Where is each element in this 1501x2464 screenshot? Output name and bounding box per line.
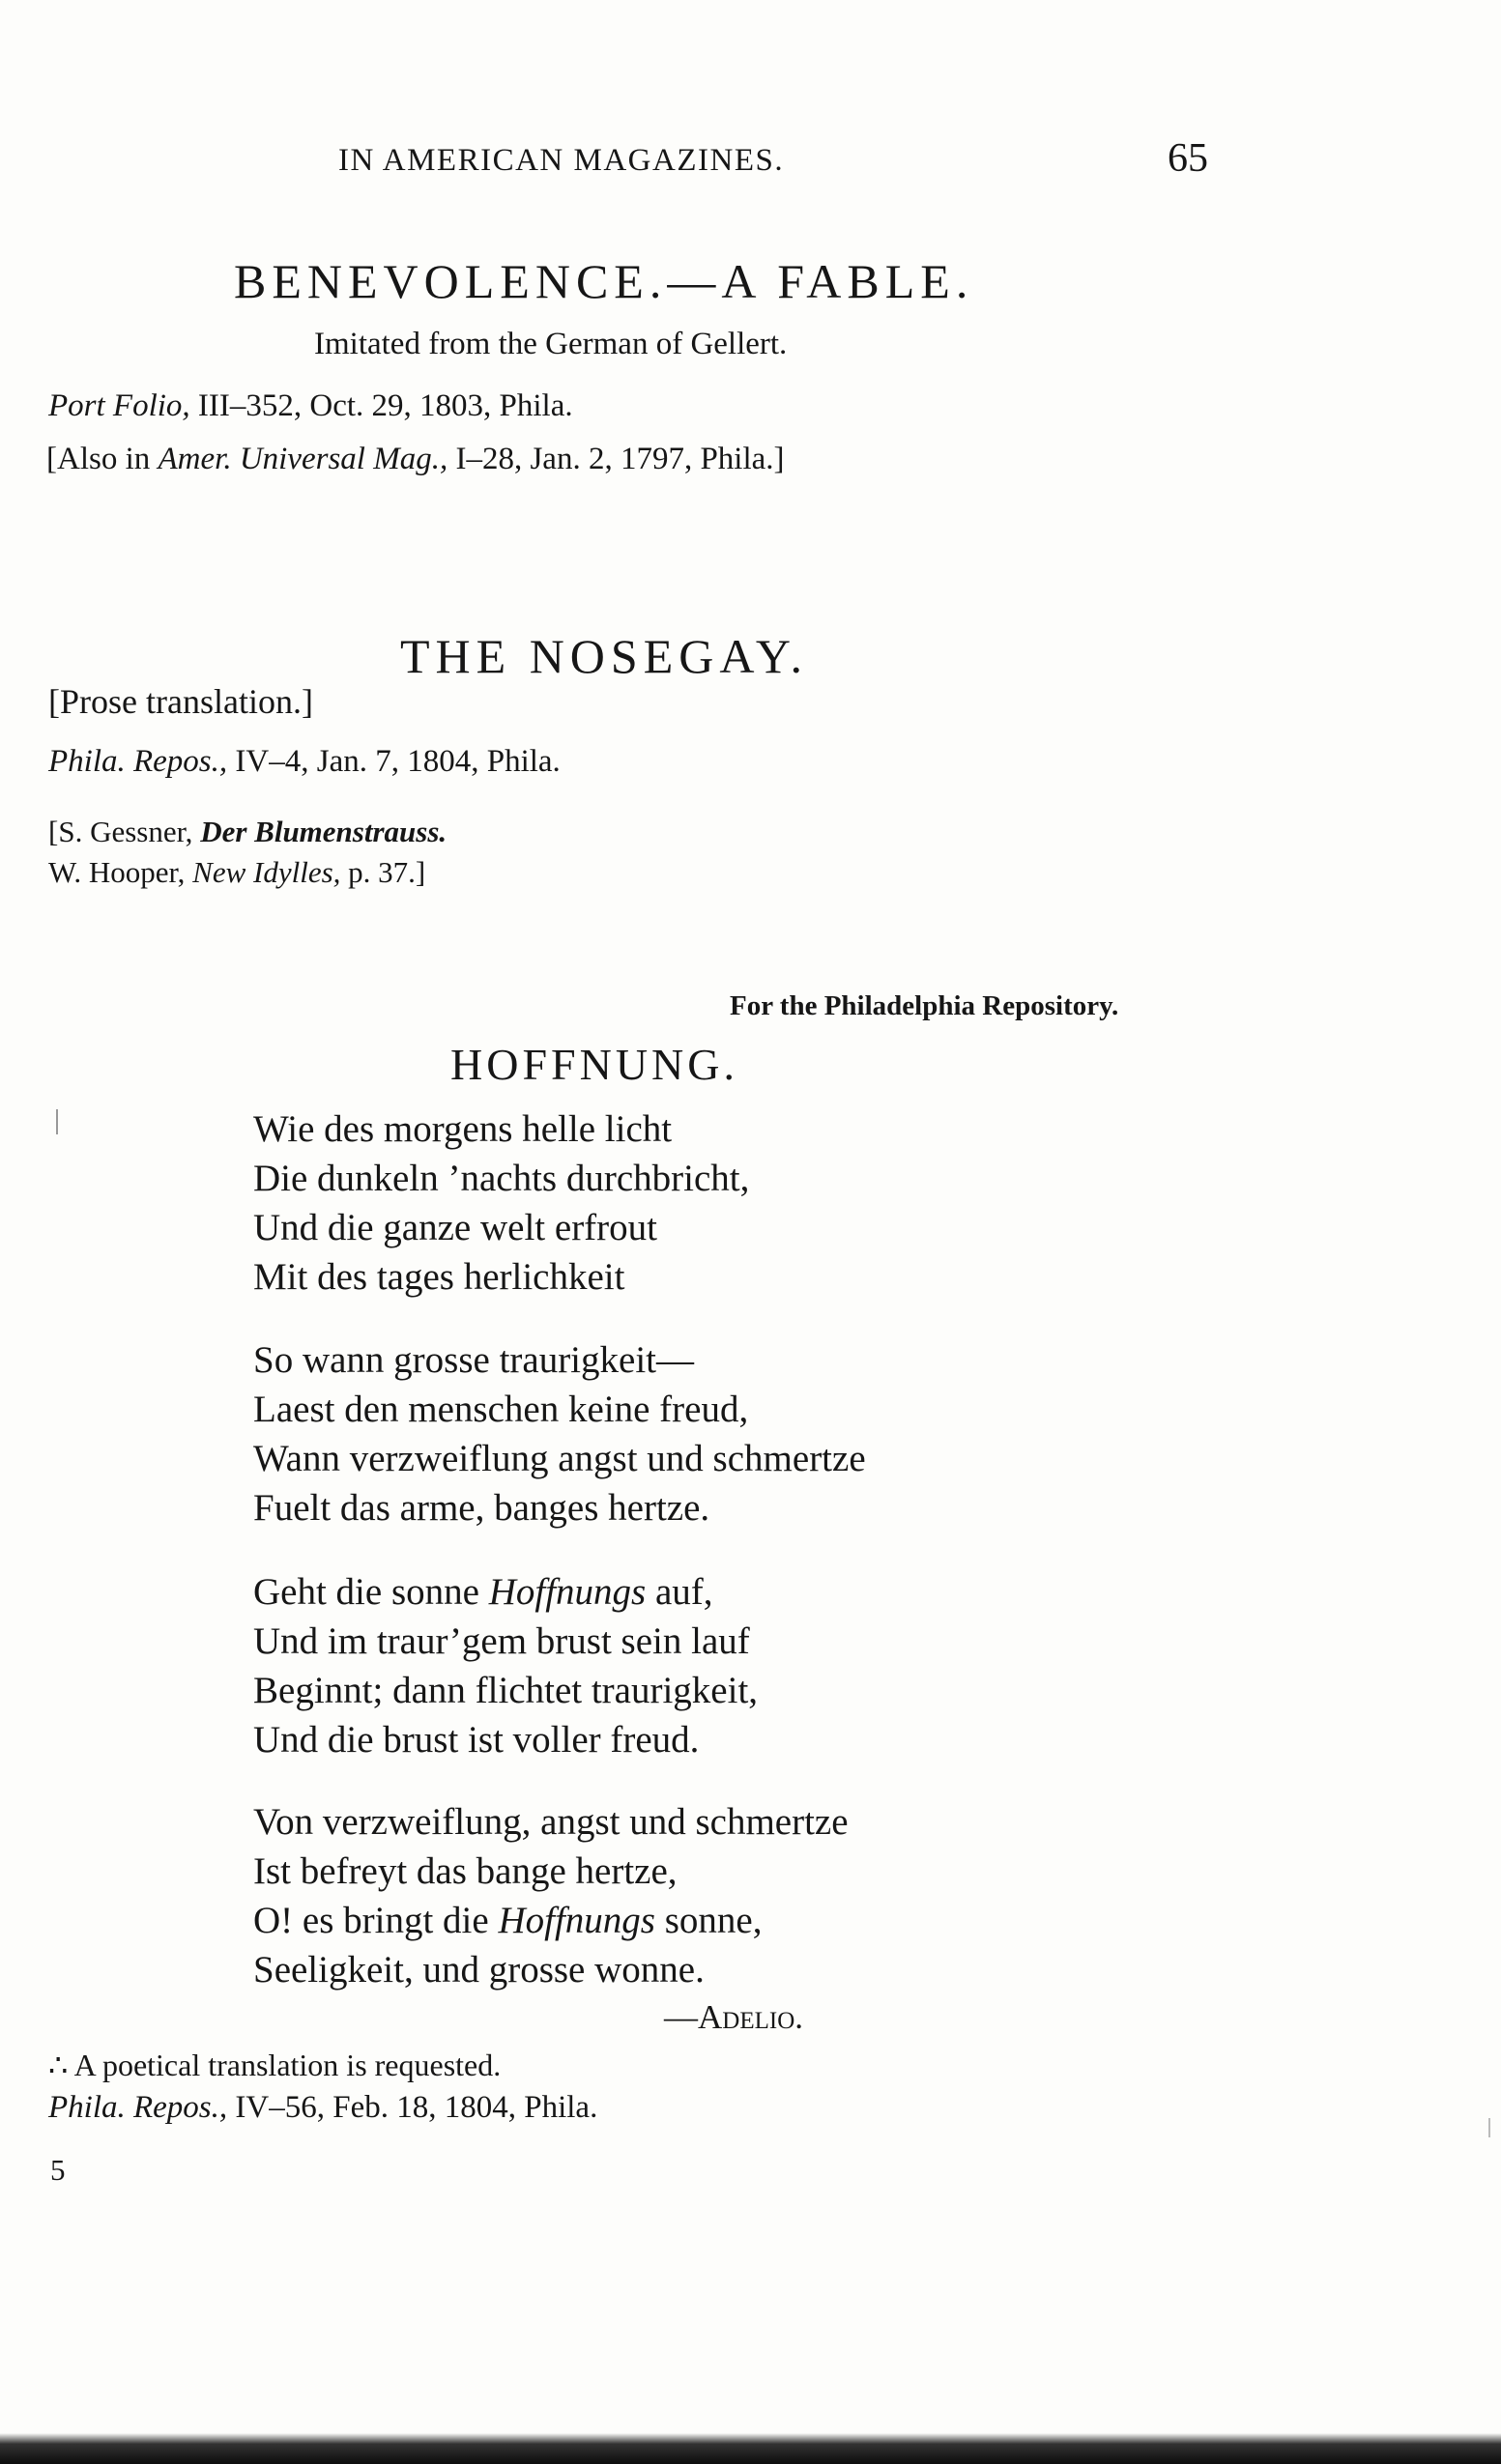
- poem-emphasis: Hoffnungs: [498, 1900, 655, 1941]
- poem-line: [253, 1896, 849, 1945]
- poem-line: Von verzweiflung, angst und schmertze: [253, 1801, 849, 1843]
- footnote: ∴ A poetical translation is requested.: [48, 2048, 502, 2082]
- citation-prefix: [Also in: [46, 442, 159, 476]
- poem-stanza-1: [253, 1104, 749, 1302]
- reference-line: [48, 815, 447, 849]
- poem-line: Wann verzweiflung angst und schmertze: [253, 1438, 866, 1479]
- poem-title: HOFFNUNG.: [450, 1040, 738, 1089]
- citation-also: [46, 442, 785, 477]
- poem-line: Und die brust ist voller freud.: [253, 1719, 700, 1761]
- reference-author: W. Hooper,: [48, 855, 193, 889]
- poem-line: [253, 1567, 758, 1617]
- poem-line: Wie des morgens helle licht: [253, 1108, 673, 1150]
- running-head: IN AMERICAN MAGAZINES.: [338, 143, 785, 178]
- entry-subtitle: Imitated from the German of Gellert.: [314, 327, 788, 361]
- poem-emphasis: Hoffnungs: [488, 1571, 647, 1613]
- citation: [48, 744, 561, 780]
- scan-speck: [1488, 2118, 1490, 2137]
- page-number: 65: [1168, 136, 1208, 181]
- poem-line: Fuelt das arme, banges hertze.: [253, 1487, 710, 1529]
- poem-stanza-3: [253, 1567, 758, 1764]
- poem-stanza-2: [253, 1335, 866, 1533]
- source-credit: For the Philadelphia Repository.: [730, 990, 1119, 1021]
- poem-line: Die dunkeln ’nachts durchbricht,: [253, 1158, 750, 1199]
- citation-journal: Phila. Repos.,: [48, 744, 228, 779]
- scan-edge-shadow: [0, 2433, 1501, 2464]
- poem-line: Ist befreyt das bange hertze,: [253, 1850, 678, 1892]
- poem-line: Seeligkeit, und grosse wonne.: [253, 1949, 705, 1991]
- citation: [48, 388, 573, 424]
- poem-line: So wann grosse traurigkeit—: [253, 1339, 695, 1381]
- poem-text: auf,: [646, 1571, 713, 1613]
- reference-work: New Idylles,: [192, 855, 341, 889]
- poem-signature: —Adelio.: [664, 1998, 804, 2036]
- poem-line: Laest den menschen keine freud,: [253, 1389, 749, 1430]
- reference-line: [48, 855, 425, 890]
- entry-note: [Prose translation.]: [48, 682, 313, 721]
- citation-details: IV–4, Jan. 7, 1804, Phila.: [227, 744, 561, 779]
- poem-stanza-4: [253, 1797, 849, 1994]
- reference-work: Der Blumenstrauss.: [200, 815, 447, 848]
- citation-journal: Phila. Repos.,: [48, 2090, 228, 2125]
- poem-line: Und im traur’gem brust sein lauf: [253, 1620, 750, 1662]
- signature-mark: 5: [50, 2153, 66, 2187]
- poem-text: O! es bringt die: [253, 1900, 499, 1941]
- poem-line: Und die ganze welt erfrout: [253, 1207, 657, 1248]
- poem-line: Mit des tages herlichkeit: [253, 1256, 625, 1298]
- reference-page: p. 37.]: [340, 855, 426, 889]
- citation-journal: Amer. Universal Mag.,: [158, 442, 448, 476]
- citation-details: IV–56, Feb. 18, 1804, Phila.: [227, 2090, 598, 2125]
- citation-details: I–28, Jan. 2, 1797, Phila.]: [447, 442, 785, 476]
- citation: [48, 2090, 597, 2126]
- poem-line: Beginnt; dann flichtet traurigkeit,: [253, 1670, 759, 1711]
- reference-author: [S. Gessner,: [48, 815, 201, 848]
- poem-text: Geht die sonne: [253, 1571, 489, 1613]
- citation-details: III–352, Oct. 29, 1803, Phila.: [189, 388, 573, 423]
- scan-speck: [56, 1109, 58, 1134]
- entry-title-benevolence: BENEVOLENCE.—A FABLE.: [234, 254, 974, 308]
- poem-text: sonne,: [654, 1900, 763, 1941]
- citation-journal: Port Folio,: [48, 388, 190, 423]
- entry-title-nosegay: THE NOSEGAY.: [400, 629, 809, 683]
